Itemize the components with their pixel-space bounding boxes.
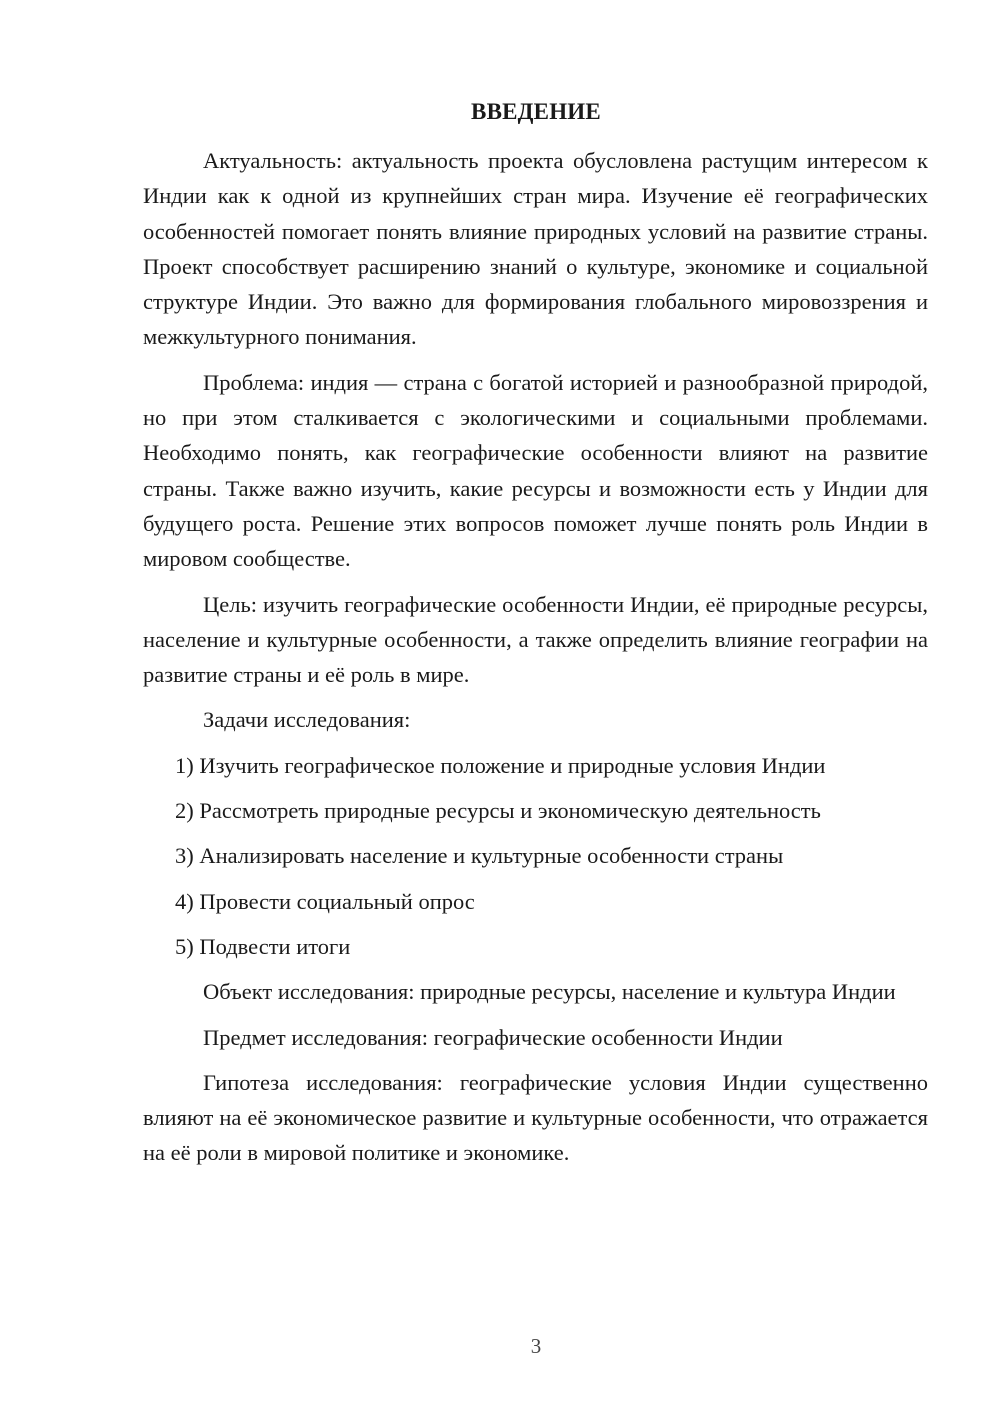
list-item: 4) Провести социальный опрос xyxy=(175,888,475,914)
list-item: 2) Рассмотреть природные ресурсы и экономическую деятельность xyxy=(175,798,821,824)
list-item: 1) Изучить географическое положение и природные условия Индии xyxy=(175,752,826,778)
list-item: 5) Подвести итоги xyxy=(175,933,351,959)
document-body xyxy=(143,143,928,1171)
subject-paragraph: Предмет исследования: географические особенности Индии xyxy=(203,1024,783,1050)
hypothesis-paragraph: Гипотеза исследования: географические условия Индии существенно влияют на её экономическое развитие и культурные особенности, что отражается на её роли в мировой политике и экономике. xyxy=(143,1069,928,1166)
tasks-title: Задачи исследования: xyxy=(203,707,411,733)
object-paragraph: Объект исследования: природные ресурсы, население и культура Индии xyxy=(203,979,896,1005)
tasks-list xyxy=(143,748,928,964)
list-item: 3) Анализировать население и культурные особенности страны xyxy=(175,843,784,869)
problem-paragraph: Проблема: индия — страна с богатой историей и разнообразной природой, но при этом сталкивается с экологическими и социальными проблемами. Необходимо понять, как географические особенности влияют на развитие страны. Также важно изучить, какие ресурсы и возможности есть у Индии для будущего роста. Решение этих вопросов поможет лучше понять роль Индии в мировом сообществе. xyxy=(143,369,928,572)
page-number: 3 xyxy=(530,1334,542,1358)
page-title: ВВЕДЕНИЕ xyxy=(471,99,601,124)
goal-paragraph: Цель: изучить географические особенности Индии, её природные ресурсы, население и культурные особенности, а также определить влияние географии на развитие страны и её роль в мире. xyxy=(143,591,928,688)
relevance-paragraph: Актуальность: актуальность проекта обусловлена растущим интересом к Индии как к одной из крупнейших стран мира. Изучение её географических особенностей помогает понять влияние природных условий на развитие страны. Проект способствует расширению знаний о культуре, экономике и социальной структуре Индии. Это важно для формирования глобального мировоззрения и межкультурного понимания. xyxy=(143,148,928,350)
